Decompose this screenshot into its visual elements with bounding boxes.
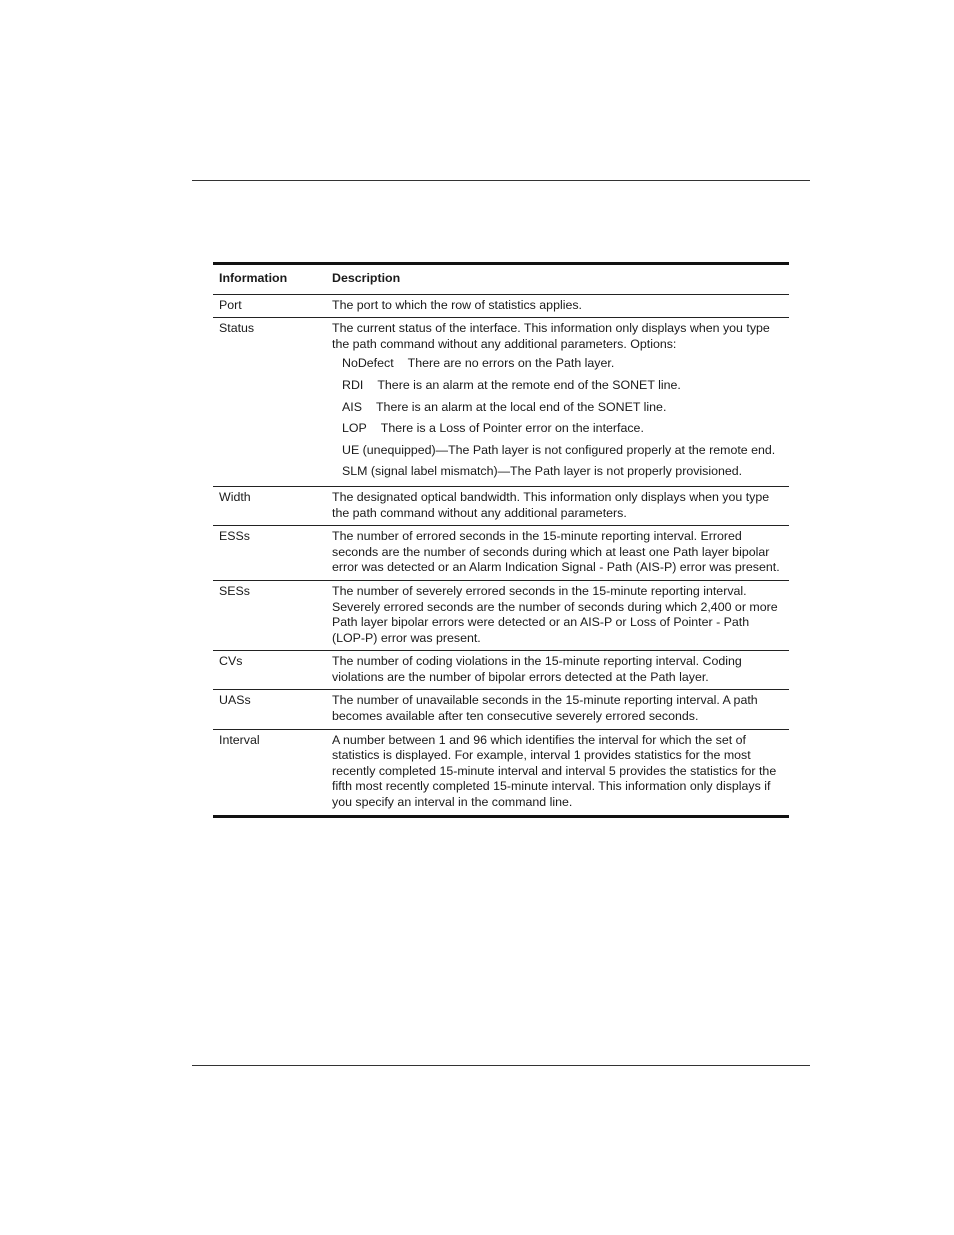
row-desc: The number of severely errored seconds in the 15-minute reporting interval. Severely errored seconds are the number of seconds during which 2,400 or more Path layer bipolar errors were detected or an AIS-P or Loss of Pointer - Path (LOP-P) error was present. bbox=[326, 580, 789, 650]
table-row bbox=[213, 318, 789, 487]
row-info: Width bbox=[213, 486, 326, 525]
row-desc: The number of errored seconds in the 15-minute reporting interval. Errored seconds are the number of seconds during which at least one Path layer bipolar error was detected or an Alarm Indication Signal - Path (AIS-P) error was present. bbox=[326, 526, 789, 581]
header-information: Information bbox=[213, 264, 326, 295]
row-info: CVs bbox=[213, 651, 326, 690]
status-option bbox=[342, 356, 783, 372]
table-row bbox=[213, 486, 789, 525]
row-desc: The number of unavailable seconds in the 15-minute reporting interval. A path becomes available after ten consecutive severely errored seconds. bbox=[326, 690, 789, 729]
row-desc: A number between 1 and 96 which identifies the interval for which the set of statistics is displayed. For example, interval 1 provides statistics for the most recently completed 15-minute interval and interval 5 provides the statistics for the fifth most recently completed 15-minute interval. This information only displays if you specify an interval in the command line. bbox=[332, 732, 777, 810]
table-row bbox=[213, 580, 789, 650]
option-term: AIS bbox=[342, 399, 362, 414]
status-option bbox=[342, 400, 783, 416]
status-option bbox=[342, 421, 783, 437]
table-row bbox=[213, 526, 789, 581]
table-row bbox=[213, 294, 789, 318]
option-text: SLM (signal label mismatch)—The Path layer is not properly provisioned. bbox=[342, 464, 743, 479]
row-desc: The designated optical bandwidth. This information only displays when you type the path command without any additional parameters. bbox=[326, 486, 789, 525]
status-option bbox=[342, 378, 783, 394]
path-statistics-table-container bbox=[213, 262, 789, 818]
table-row bbox=[213, 729, 789, 816]
option-text: There are no errors on the Path layer. bbox=[407, 356, 615, 371]
header-description: Description bbox=[326, 264, 789, 295]
row-info: UASs bbox=[213, 690, 326, 729]
status-option bbox=[342, 464, 783, 480]
option-term: RDI bbox=[342, 377, 364, 392]
option-text: There is an alarm at the local end of the SONET line. bbox=[375, 399, 667, 414]
option-text: There is an alarm at the remote end of the SONET line. bbox=[377, 377, 681, 392]
row-info: SESs bbox=[213, 580, 326, 650]
option-term: LOP bbox=[342, 421, 367, 436]
table-row bbox=[213, 651, 789, 690]
header-rule bbox=[192, 180, 810, 181]
row-desc: The port to which the row of statistics applies. bbox=[326, 294, 789, 318]
option-text: UE (unequipped)—The Path layer is not configured properly at the remote end. bbox=[342, 442, 776, 457]
row-info: Status bbox=[213, 318, 326, 487]
row-desc: The number of coding violations in the 15-minute reporting interval. Coding violations are the number of bipolar errors detected at the Path layer. bbox=[326, 651, 789, 690]
table-header-row bbox=[213, 264, 789, 295]
row-desc: The current status of the interface. This information only displays when you type the path command without any additional parameters. Options: bbox=[332, 321, 770, 351]
row-desc-cell bbox=[326, 318, 789, 487]
row-info: ESSs bbox=[213, 526, 326, 581]
status-option bbox=[342, 443, 783, 459]
row-info: Port bbox=[213, 294, 326, 318]
option-text: There is a Loss of Pointer error on the interface. bbox=[380, 421, 644, 436]
row-info: Interval bbox=[219, 732, 260, 747]
option-term: NoDefect bbox=[342, 356, 394, 371]
footer-rule bbox=[192, 1065, 810, 1066]
table-row bbox=[213, 690, 789, 729]
path-statistics-table bbox=[213, 262, 789, 818]
